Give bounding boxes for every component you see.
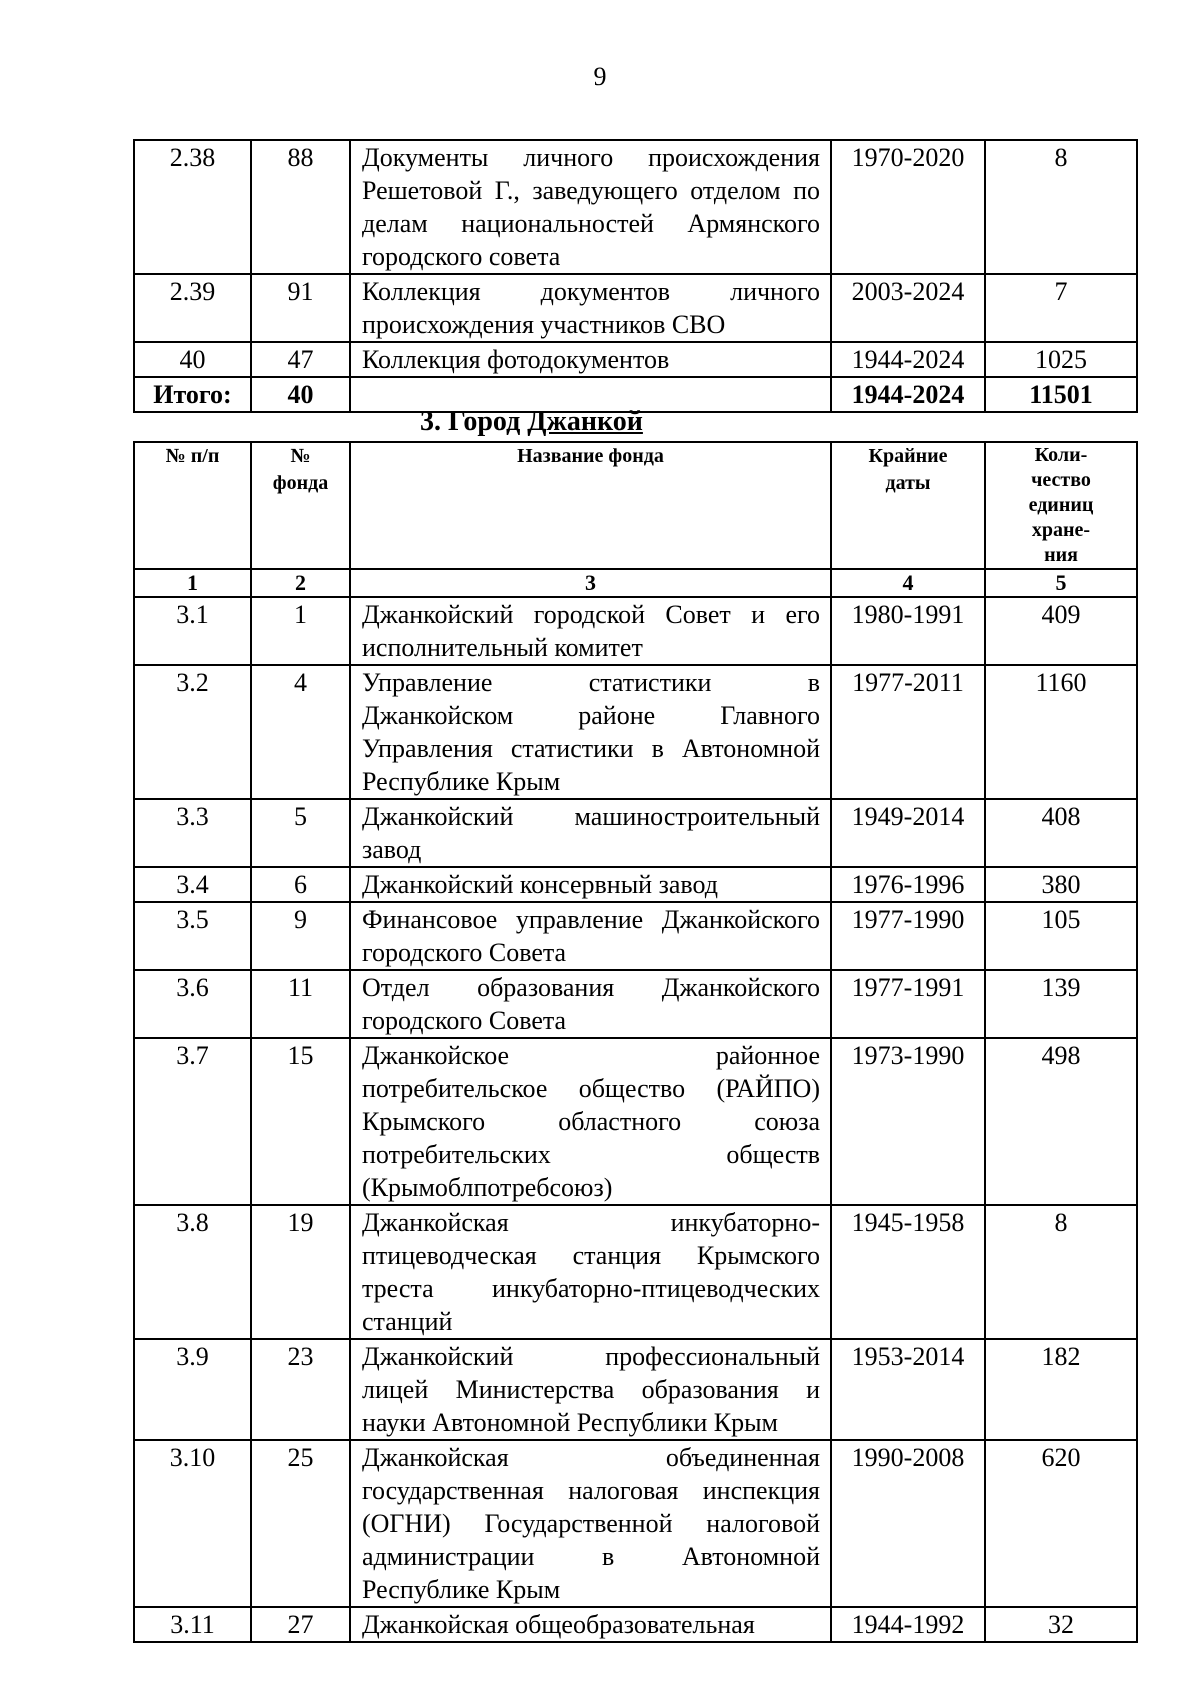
fond-name xyxy=(350,1038,831,1205)
unit-count: 498 xyxy=(985,1038,1137,1205)
date-range: 1990-2008 xyxy=(831,1440,985,1607)
table-row xyxy=(134,902,1137,970)
date-range: 1970-2020 xyxy=(831,140,985,274)
unit-count: 380 xyxy=(985,867,1137,902)
header-count-line: хране- xyxy=(1031,519,1091,541)
fond-name xyxy=(350,597,831,665)
fond-name-line: (ОГНИ) Государственной налоговой xyxy=(362,1509,820,1538)
row-number: 3.5 xyxy=(134,902,251,970)
table-row xyxy=(134,867,1137,902)
fond-name xyxy=(350,902,831,970)
main-table xyxy=(133,441,1138,1643)
fond-number: 19 xyxy=(251,1205,350,1339)
fond-name-line: Управление статистики в xyxy=(362,668,820,697)
unit-count: 7 xyxy=(985,274,1137,342)
fond-name xyxy=(350,1339,831,1440)
fond-number: 25 xyxy=(251,1440,350,1607)
row-number: 2.39 xyxy=(134,274,251,342)
fond-name xyxy=(350,970,831,1038)
fond-name-line: Республике Крым xyxy=(362,767,561,796)
fond-name-line: Документы личного происхождения xyxy=(362,143,820,172)
table-row xyxy=(134,799,1137,867)
row-number: 3.1 xyxy=(134,597,251,665)
fond-name-line: Джанкойский консервный завод xyxy=(362,870,718,899)
table-row xyxy=(134,1607,1137,1642)
fond-number: 9 xyxy=(251,902,350,970)
fond-number: 23 xyxy=(251,1339,350,1440)
row-number: 3.3 xyxy=(134,799,251,867)
row-number: 3.10 xyxy=(134,1440,251,1607)
fond-name-line: птицеводческая станция Крымского xyxy=(362,1241,820,1270)
fond-number: 27 xyxy=(251,1607,350,1642)
table-row xyxy=(134,970,1137,1038)
fond-name-line: Джанкойский профессиональный xyxy=(362,1342,820,1371)
table-row xyxy=(134,140,1137,274)
unit-count: 408 xyxy=(985,799,1137,867)
date-range: 1980-1991 xyxy=(831,597,985,665)
row-number: 3.7 xyxy=(134,1038,251,1205)
fond-name-line: (Крымоблпотребсоюз) xyxy=(362,1173,613,1202)
fond-name-line: потребительское общество (РАЙПО) xyxy=(362,1074,820,1103)
unit-count: 1160 xyxy=(985,665,1137,799)
row-number: 40 xyxy=(134,342,251,377)
header-count xyxy=(985,442,1137,569)
fond-number: 5 xyxy=(251,799,350,867)
unit-count: 105 xyxy=(985,902,1137,970)
date-range: 1977-2011 xyxy=(831,665,985,799)
fond-name-line: городского Совета xyxy=(362,1006,567,1035)
row-number: 3.6 xyxy=(134,970,251,1038)
unit-count: 8 xyxy=(985,140,1137,274)
date-range: 1953-2014 xyxy=(831,1339,985,1440)
table-row xyxy=(134,1339,1137,1440)
unit-count: 1025 xyxy=(985,342,1137,377)
header-dates-line: даты xyxy=(885,472,931,494)
fond-name-line: Джанкойский городской Совет и его xyxy=(362,600,820,629)
row-number: 3.8 xyxy=(134,1205,251,1339)
date-range: 1976-1996 xyxy=(831,867,985,902)
date-range: 1945-1958 xyxy=(831,1205,985,1339)
total-label: Итого: xyxy=(134,377,251,412)
fond-name xyxy=(350,799,831,867)
page-number: 9 xyxy=(593,62,607,91)
fond-number: 1 xyxy=(251,597,350,665)
date-range: 1944-1992 xyxy=(831,1607,985,1642)
fond-name xyxy=(350,665,831,799)
fond-name-line: науки Автономной Республики Крым xyxy=(362,1408,778,1437)
table-row xyxy=(134,1205,1137,1339)
row-number: 3.2 xyxy=(134,665,251,799)
column-number: 2 xyxy=(251,569,350,597)
section-city: Джанкой xyxy=(527,406,643,437)
fond-name xyxy=(350,140,831,274)
column-number: 5 xyxy=(985,569,1137,597)
date-range: 1977-1991 xyxy=(831,970,985,1038)
header-count-line: ния xyxy=(1044,544,1078,566)
fond-name-line: Решетовой Г., заведующего отделом по xyxy=(362,176,820,205)
header-dates xyxy=(831,442,985,569)
fond-name-line: Джанкойский машиностроительный завод xyxy=(362,802,820,864)
row-number: 3.4 xyxy=(134,867,251,902)
header-num: № п/п xyxy=(134,442,251,569)
fond-name-line: Финансовое управление Джанкойского xyxy=(362,905,820,934)
table-row xyxy=(134,665,1137,799)
header-name: Название фонда xyxy=(350,442,831,569)
fond-name-line: государственная налоговая инспекция xyxy=(362,1476,820,1505)
unit-count: 409 xyxy=(985,597,1137,665)
unit-count: 32 xyxy=(985,1607,1137,1642)
unit-count: 8 xyxy=(985,1205,1137,1339)
header-fond xyxy=(251,442,350,569)
fond-name-line: Джанкойском районе Главного xyxy=(362,701,820,730)
fond-name-line: исполнительный комитет xyxy=(362,633,643,662)
fond-name-line: лицей Министерства образования и xyxy=(362,1375,820,1404)
column-number: 4 xyxy=(831,569,985,597)
fond-name-line: Джанкойская инкубаторно- xyxy=(362,1208,820,1237)
section-prefix: 3. Город xyxy=(420,406,521,437)
fond-name-line: Джанкойское районное xyxy=(362,1041,820,1070)
fond-name-line: происхождения участников СВО xyxy=(362,310,726,339)
fond-name-line: Управления статистики в Автономной xyxy=(362,734,820,763)
fond-name-line: потребительских обществ xyxy=(362,1140,820,1169)
fond-name xyxy=(350,1607,831,1642)
date-range: 1973-1990 xyxy=(831,1038,985,1205)
fond-name-line: Крымского областного союза xyxy=(362,1107,820,1136)
header-fond-line: № xyxy=(290,445,311,467)
fond-name-line: Джанкойская общеобразовательная xyxy=(362,1610,755,1639)
header-fond-line: фонда xyxy=(272,472,329,494)
unit-count: 139 xyxy=(985,970,1137,1038)
fond-name-line: городского совета xyxy=(362,242,561,271)
fond-number: 4 xyxy=(251,665,350,799)
fond-number: 88 xyxy=(251,140,350,274)
fond-name-line: Джанкойская объединенная xyxy=(362,1443,820,1472)
fond-name xyxy=(350,342,831,377)
fond-name xyxy=(350,274,831,342)
fond-name-line: Отдел образования Джанкойского xyxy=(362,973,820,1002)
header-dates-line: Крайние xyxy=(868,445,948,467)
unit-count: 620 xyxy=(985,1440,1137,1607)
date-range: 1944-2024 xyxy=(831,342,985,377)
total-unit-count: 11501 xyxy=(985,377,1137,412)
fond-name-line: треста инкубаторно-птицеводческих xyxy=(362,1274,820,1303)
date-range: 1949-2014 xyxy=(831,799,985,867)
row-number: 2.38 xyxy=(134,140,251,274)
total-date-range: 1944-2024 xyxy=(831,377,985,412)
table-row xyxy=(134,342,1137,377)
column-number: 3 xyxy=(350,569,831,597)
table-row xyxy=(134,1440,1137,1607)
fond-name-line: администрации в Автономной xyxy=(362,1542,820,1571)
unit-count: 182 xyxy=(985,1339,1137,1440)
fond-name-line: делам национальностей Армянского xyxy=(362,209,820,238)
fond-name-line: станций xyxy=(362,1307,453,1336)
table-row xyxy=(134,1038,1137,1205)
fond-name xyxy=(350,1440,831,1607)
date-range: 1977-1990 xyxy=(831,902,985,970)
row-number: 3.11 xyxy=(134,1607,251,1642)
table-row xyxy=(134,274,1137,342)
total-fond-count: 40 xyxy=(251,377,350,412)
fond-number: 91 xyxy=(251,274,350,342)
fond-name-line: Коллекция фотодокументов xyxy=(362,345,670,374)
fond-number: 47 xyxy=(251,342,350,377)
fond-name-line: Коллекция документов личного xyxy=(362,277,820,306)
date-range: 2003-2024 xyxy=(831,274,985,342)
fond-name xyxy=(350,867,831,902)
column-number: 1 xyxy=(134,569,251,597)
fond-name xyxy=(350,1205,831,1339)
top-table xyxy=(133,139,1138,413)
table-row xyxy=(134,597,1137,665)
section-title xyxy=(420,406,643,438)
fond-number: 11 xyxy=(251,970,350,1038)
column-number-row xyxy=(134,569,1137,597)
fond-name-line: Республике Крым xyxy=(362,1575,561,1604)
fond-name-line: городского Совета xyxy=(362,938,567,967)
header-row xyxy=(134,442,1137,569)
header-count-line: единиц xyxy=(1028,494,1094,516)
fond-number: 15 xyxy=(251,1038,350,1205)
header-count-line: чество xyxy=(1031,469,1091,491)
row-number: 3.9 xyxy=(134,1339,251,1440)
header-count-line: Коли- xyxy=(1034,444,1088,466)
fond-number: 6 xyxy=(251,867,350,902)
